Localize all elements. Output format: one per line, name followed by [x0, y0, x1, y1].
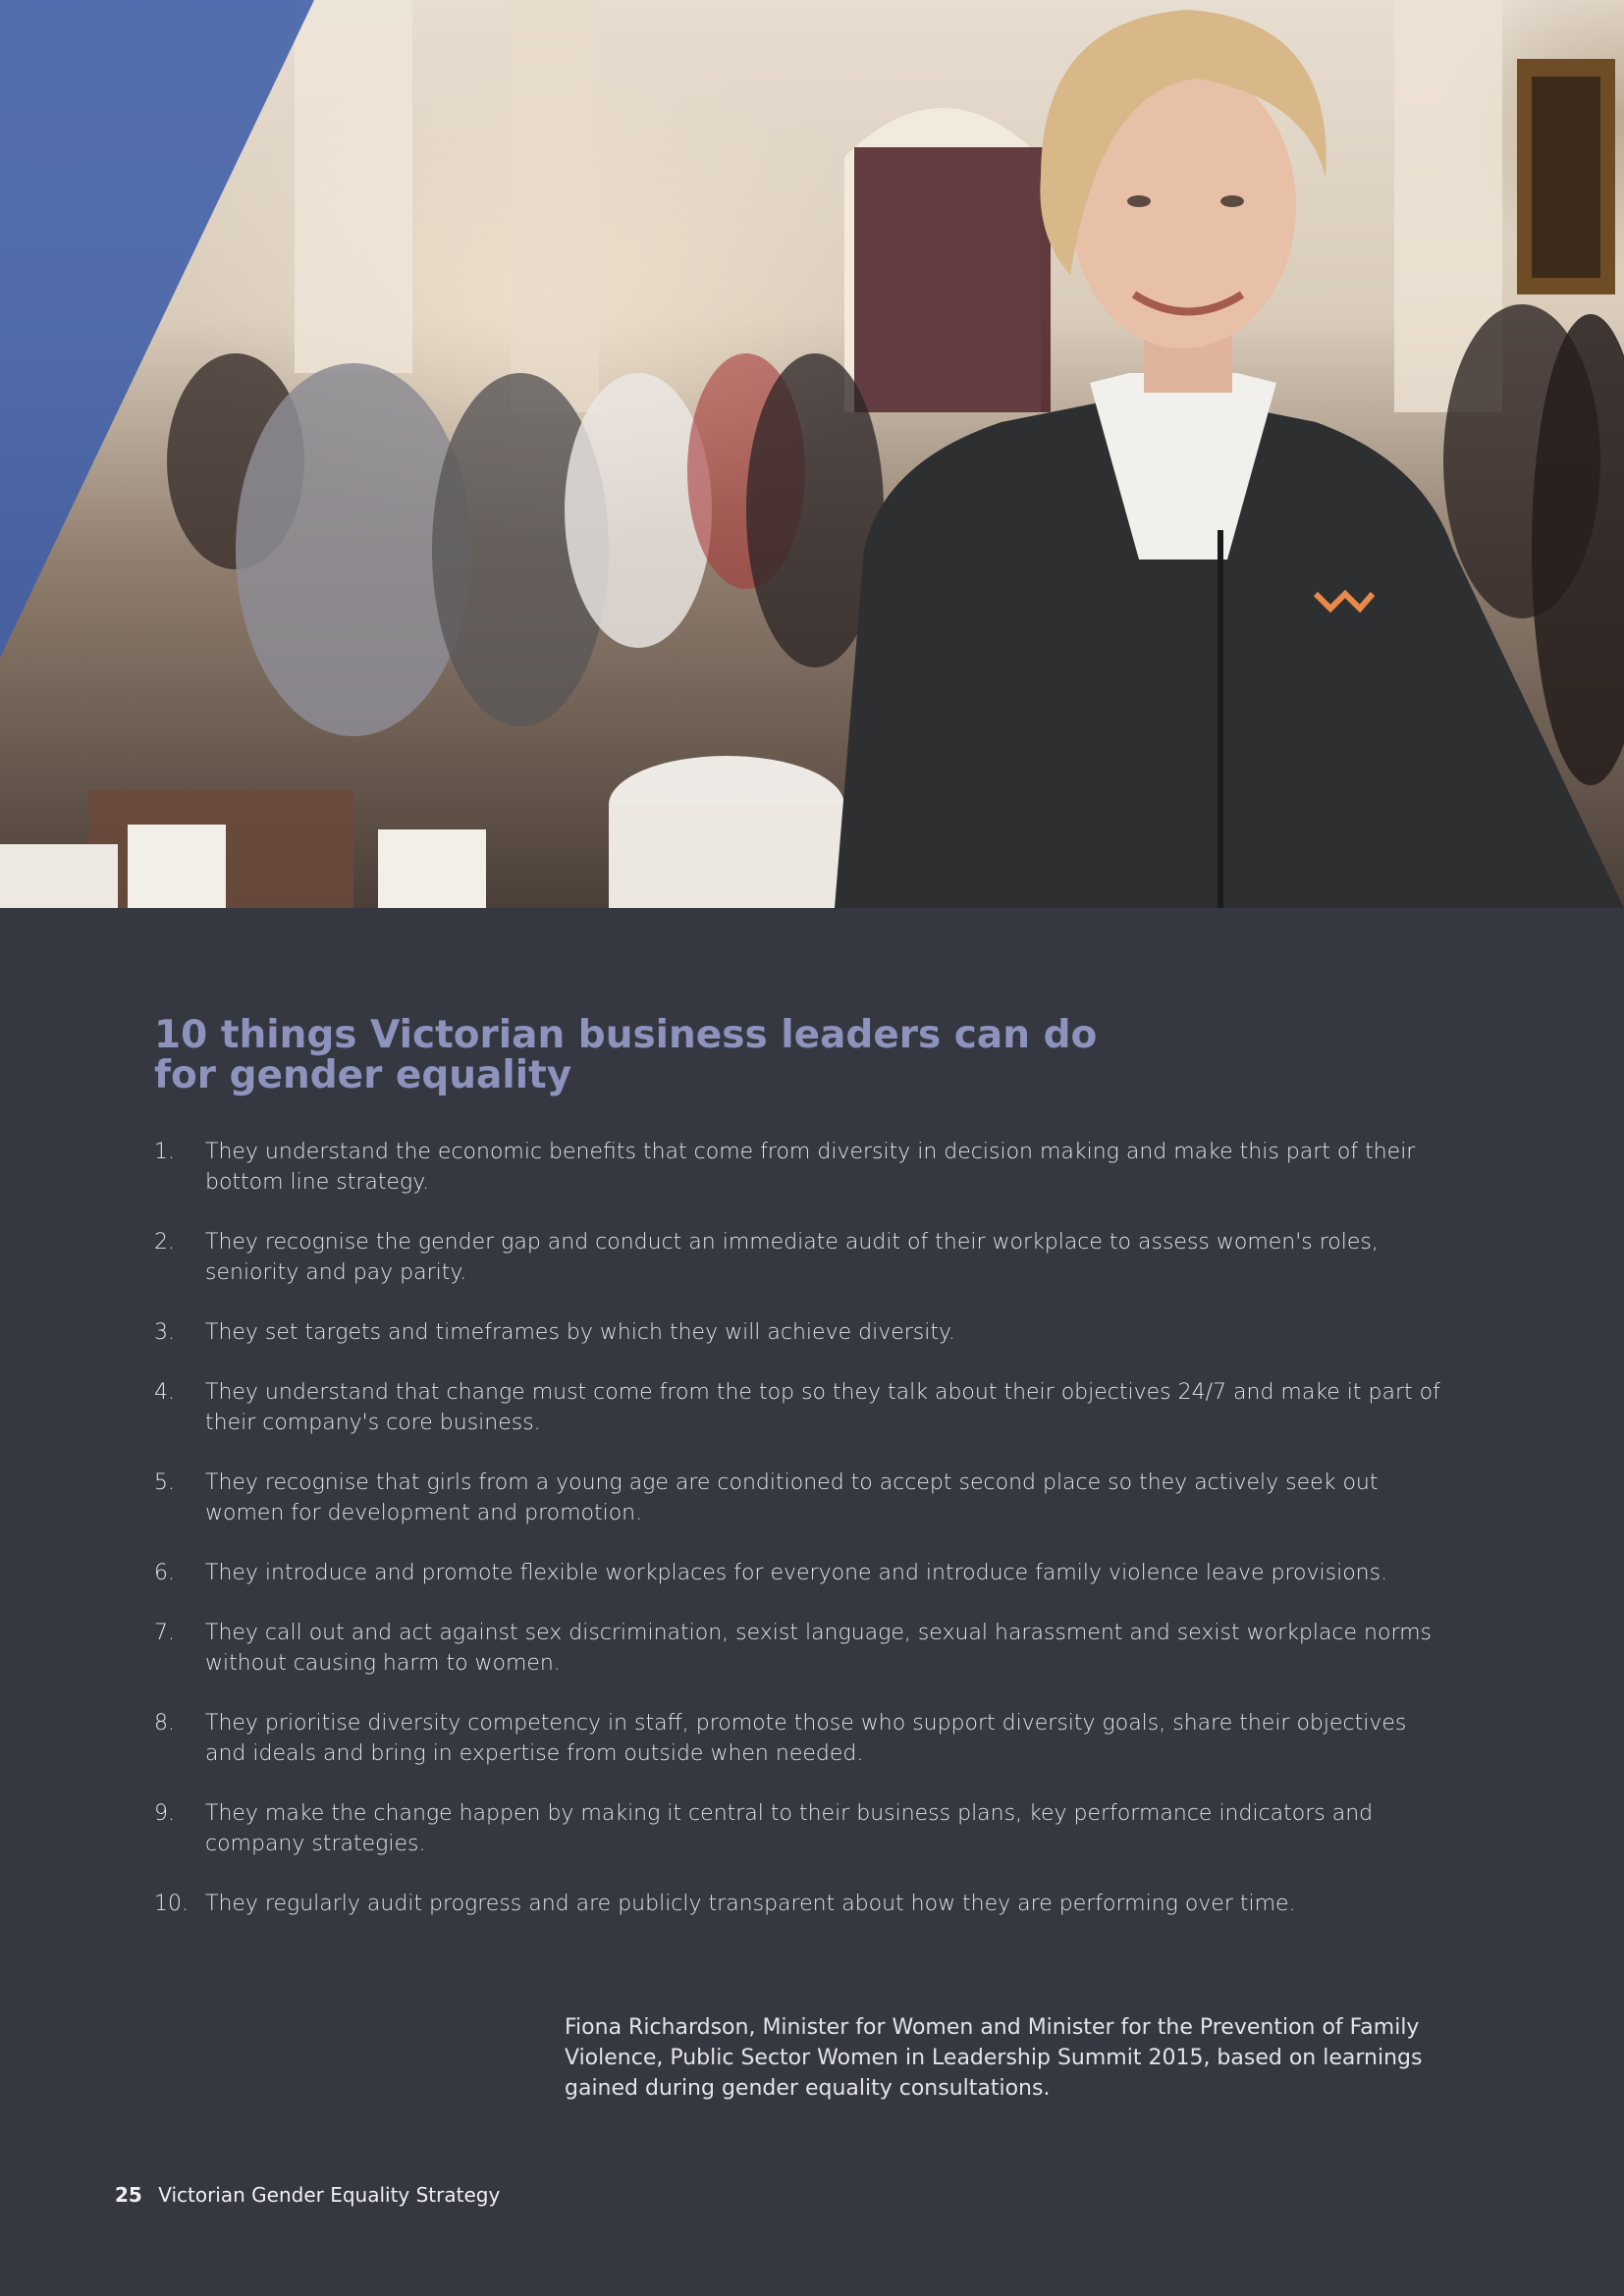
page-footer: [115, 2182, 500, 2208]
document-title: Victorian Gender Equality Strategy: [158, 2183, 501, 2207]
list-item-number: 5.: [154, 1470, 175, 1495]
list-item-text: They make the change happen by making it central to their business plans, key performance indicators and company strategies.: [205, 1801, 1374, 1856]
hero-photo: [0, 0, 1624, 908]
list-item: [154, 1317, 1450, 1348]
recommendations-list: [154, 1137, 1450, 1949]
page-number: 25: [115, 2183, 142, 2207]
list-item-number: 8.: [154, 1711, 175, 1735]
list-item-text: They recognise that girls from a young age are conditioned to accept second place so they actively seek out women for development and promotion.: [205, 1470, 1379, 1525]
list-item: [154, 1468, 1450, 1528]
list-item-text: They set targets and timeframes by which they will achieve diversity.: [205, 1320, 955, 1345]
list-item: [154, 1137, 1450, 1198]
attribution-quote: Fiona Richardson, Minister for Women and Minister for the Prevention of Family Violence, Public Sector Women in Leadership Summit 2015, based on learnings gained during gender equality consultations.: [565, 2015, 1423, 2101]
list-item-number: 1.: [154, 1140, 175, 1164]
list-item: [154, 1798, 1450, 1859]
list-item-number: 10.: [154, 1892, 189, 1916]
page-heading: 10 things Victorian business leaders can do for gender equality: [154, 1013, 1098, 1097]
list-item-text: They prioritise diversity competency in staff, promote those who support diversity goals, share their objectives and ideals and bring in expertise from outside when needed.: [205, 1711, 1407, 1766]
list-item-number: 2.: [154, 1230, 175, 1255]
list-item: [154, 1377, 1450, 1438]
hero-photo-illustration: [0, 0, 1624, 908]
list-item-number: 4.: [154, 1380, 175, 1405]
list-item-number: 7.: [154, 1621, 175, 1645]
list-item-text: They regularly audit progress and are publicly transparent about how they are performing over time.: [205, 1892, 1296, 1916]
list-item-text: They introduce and promote flexible workplaces for everyone and introduce family violence leave provisions.: [205, 1561, 1388, 1585]
list-item: [154, 1558, 1450, 1588]
list-item: [154, 1708, 1450, 1769]
list-item: [154, 1618, 1450, 1679]
list-item: [154, 1889, 1450, 1919]
list-item-number: 6.: [154, 1561, 175, 1585]
list-item-text: They understand the economic benefits that come from diversity in decision making and make this part of their bottom line strategy.: [205, 1140, 1416, 1195]
list-item-number: 9.: [154, 1801, 175, 1826]
list-item-text: They understand that change must come from the top so they talk about their objectives 24/7 and make it part of their company's core business.: [205, 1380, 1440, 1435]
list-item-text: They call out and act against sex discrimination, sexist language, sexual harassment and sexist workplace norms without causing harm to women.: [205, 1621, 1432, 1676]
list-item-number: 3.: [154, 1320, 175, 1345]
list-item-text: They recognise the gender gap and conduct an immediate audit of their workplace to assess women's roles, seniority and pay parity.: [205, 1230, 1379, 1285]
list-item: [154, 1227, 1450, 1288]
